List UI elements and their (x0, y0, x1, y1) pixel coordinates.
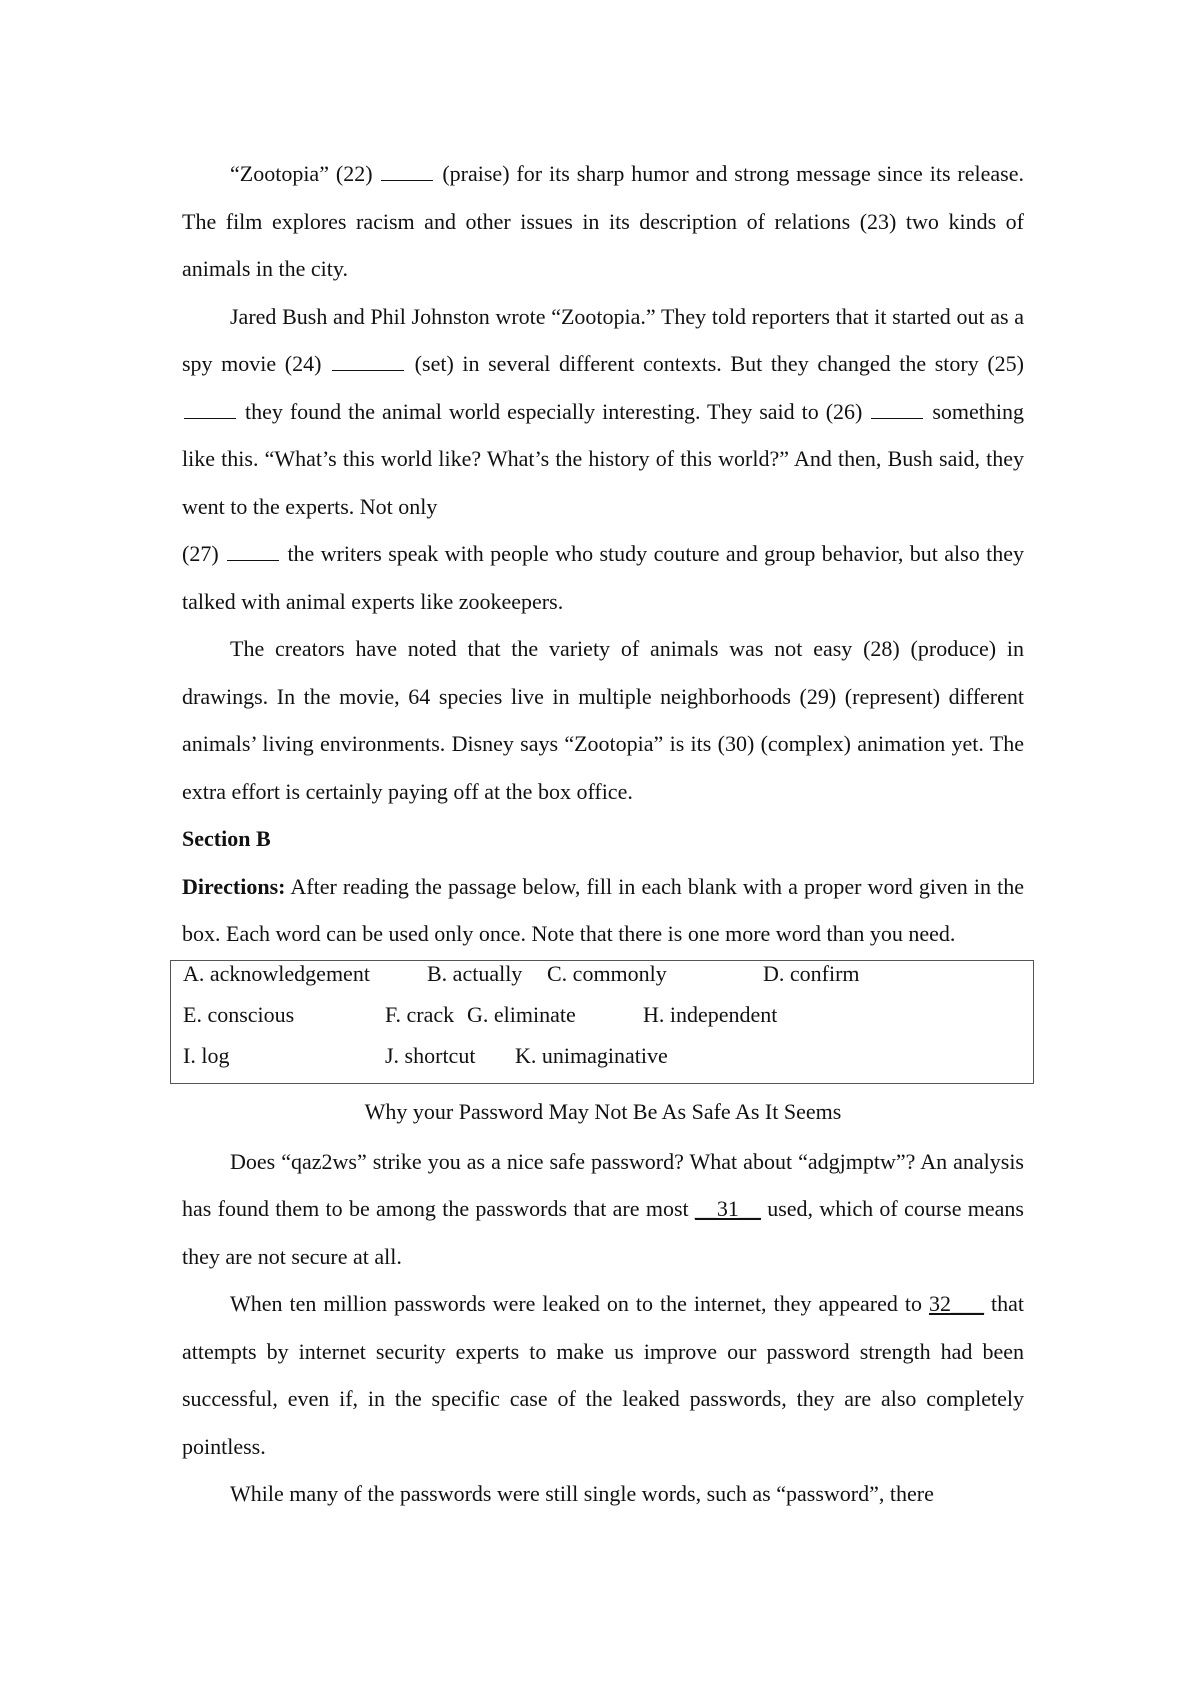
word-option-d: D. confirm (763, 960, 860, 986)
blank-26 (871, 400, 923, 419)
paragraph-text: used, which of course means they are not secure at all. (182, 1196, 1024, 1269)
word-option-b: B. actually (427, 960, 523, 986)
word-option-f: F. crack (385, 1001, 455, 1027)
paragraph-single-words: While many of the passwords were still single words, such as “password”, there (230, 1481, 934, 1506)
blank-22 (381, 162, 433, 181)
paragraph-zootopia-praise (182, 150, 1024, 293)
word-option-i: I. log (183, 1042, 230, 1068)
paragraph-leaked (182, 1280, 1024, 1470)
open-quote: “ (230, 161, 240, 186)
word-box (170, 960, 1034, 1084)
paragraph-text: that attempts by internet security experts to make us improve our password strength had been successful, even if, in the specific case of the leaked passwords, they are also completely pointless. (182, 1291, 1024, 1459)
paragraph-text: the writers speak with people who study couture and group behavior, but also they talked with animal experts like zookeepers. (182, 541, 1024, 614)
blank-31: __31__ (694, 1196, 761, 1221)
blank-32: 32___ (928, 1291, 984, 1316)
paragraph-writers (182, 293, 1024, 531)
paragraph-text: (set) in several different contexts. But they changed the story (25) (406, 351, 1024, 376)
paragraph-creators: The creators have noted that the variety of animals was not easy (28) (produce) in drawings. In the movie, 64 species live in multiple neighborhoods (29) (represent) different animals’ living environments. Disney says “Zootopia” is its (30) (complex) animation yet. The extra effort is certainly paying off at the box office. (182, 636, 1024, 804)
paragraph-text: Does “qaz2ws” strike you as a nice safe password? What about “adgjmptw”? An analysis has found them to be among the passwords that are most (182, 1148, 1024, 1221)
directions-text: After reading the passage below, fill in each blank with a proper word given in the box. Each word can be used only once. Note that there is one more word than you need. (182, 873, 1024, 946)
paragraph-text: they found the animal world especially interesting. They said to (26) (238, 398, 870, 424)
paragraph-text: something like this. “What’s this world like? What’s the history of this world?” And then, Bush said, they went to the experts. Not only (182, 398, 1025, 519)
document-page (182, 150, 1024, 1518)
paragraph-text: (27) (182, 541, 226, 566)
paragraph-writers-cont (182, 530, 1024, 625)
blank-25 (184, 400, 236, 419)
word-option-a: A. acknowledgement (183, 960, 370, 986)
word-option-g: G. eliminate (467, 1001, 576, 1027)
paragraph-text: Zootopia” (22) (239, 161, 380, 186)
paragraph-text: (praise) for its sharp humor and strong message since its release. The film explores racism and other issues in its description of relations (23) two kinds of animals in the city. (182, 161, 1024, 281)
paragraph-text: Jared Bush and Phil Johnston wrote “Zootopia.” They told reporters that it started out as a spy movie (24) (182, 303, 1024, 376)
word-option-e: E. conscious (183, 1001, 295, 1027)
word-option-k: K. unimaginative (515, 1042, 668, 1068)
passage-title: Why your Password May Not Be As Safe As It Seems (364, 1098, 842, 1124)
word-option-h: H. independent (643, 1001, 778, 1027)
word-option-c: C. commonly (547, 960, 667, 986)
blank-24 (332, 352, 404, 371)
paragraph-password-intro (182, 1138, 1024, 1281)
directions (182, 863, 1024, 958)
word-option-j: J. shortcut (385, 1042, 476, 1068)
blank-27 (227, 542, 279, 561)
paragraph-text: When ten million passwords were leaked on to the internet, they appeared to (230, 1291, 929, 1316)
section-b-heading: Section B (182, 826, 271, 851)
directions-label: Directions: (182, 873, 286, 899)
